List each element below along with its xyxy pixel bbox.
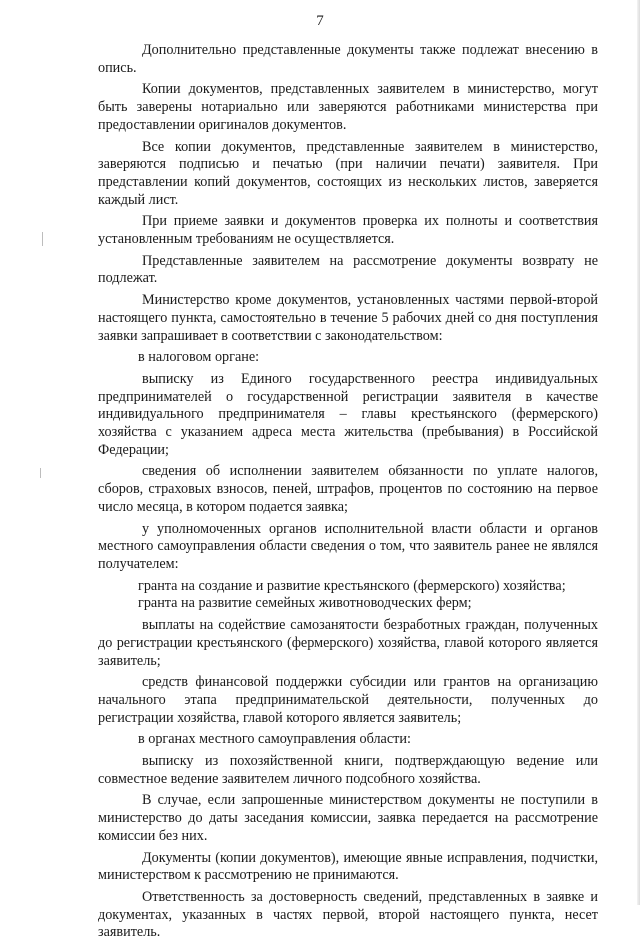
scan-speck — [42, 232, 43, 246]
paragraph-missing-docs: В случае, если запрошенные министерством документы не поступили в министерство до даты заседания комиссии, заявка передается на рассмотрение комиссии без них. — [98, 792, 598, 844]
paragraph-ministry-requests: Министерство кроме документов, установленных частями первой-второй настоящего пункта, самостоятельно в течение 5 рабочих дней со дня поступления заявки запрашивает в соответствии с законодательством: — [98, 292, 598, 344]
paragraph-additional-docs: Дополнительно представленные документы также подлежат внесению в опись. — [98, 42, 598, 76]
paragraph-local-government: в органах местного самоуправления области: — [138, 731, 411, 748]
paragraph-no-verification: При приеме заявки и документов проверка их полноты и соответствия установленным требованиям не осуществляется. — [98, 213, 598, 248]
paragraph-grant-livestock: гранта на развитие семейных животноводческих ферм; — [138, 595, 472, 612]
paragraph-responsibility: Ответственность за достоверность сведений, представленных в заявке и документах, указанных в частях первой, второй настоящего пункта, несет заявитель. — [98, 888, 598, 941]
paragraph-tax-obligations: сведения об исполнении заявителем обязанности по уплате налогов, сборов, страховых взносов, пеней, штрафов, процентов по состоянию на первое число месяца, в котором подается заявка; — [98, 463, 598, 515]
paragraph-financial-support: средств финансовой поддержки субсидии или грантов на организацию начального этапа предпринимательской деятельности, полученных до регистрации хозяйства, главой которого является заявитель; — [98, 674, 598, 726]
paragraph-copies-signature: Все копии документов, представленные заявителем в министерство, заверяются подписью и печатью (при наличии печати) заявителя. При представлении копий документов, состоящих из нескольких листов, заверяется каждый лист. — [98, 138, 598, 208]
paragraph-copies-certification: Копии документов, представленных заявителем в министерство, могут быть заверены нотариально или заверяются работниками министерства при предоставлении оригиналов документов. — [98, 81, 598, 133]
paragraph-household-book: выписку из похозяйственной книги, подтверждающую ведение или совместное ведение заявителем личного подсобного хозяйства. — [98, 753, 598, 787]
page-number: 7 — [316, 13, 324, 29]
paragraph-corrections: Документы (копии документов), имеющие явные исправления, подчистки, министерством к рассмотрению не принимаются. — [98, 849, 598, 884]
paragraph-tax-authority: в налоговом органе: — [138, 349, 260, 366]
paragraph-registry-extract: выписку из Единого государственного реестра индивидуальных предпринимателей о государственной регистрации заявителя в качестве индивидуального предпринимателя – главы крестьянского (фермерского) хозяйства с указанием адреса места жительства (пребывания) в Российской Федерации; — [98, 370, 598, 458]
paragraph-no-return: Представленные заявителем на рассмотрение документы возврату не подлежат. — [98, 252, 598, 287]
paragraph-grant-farm: гранта на создание и развитие крестьянского (фермерского) хозяйства; — [138, 577, 566, 594]
document-body — [98, 42, 598, 946]
scan-speck — [40, 468, 41, 478]
paragraph-self-employment: выплаты на содействие самозанятости безработных граждан, полученных до регистрации крестьянского (фермерского) хозяйства, главой которого является заявитель; — [98, 617, 598, 669]
paragraph-authorities-info: у уполномоченных органов исполнительной власти области и органов местного самоуправления области сведения о том, что заявитель ранее не являлся получателем: — [98, 520, 598, 572]
